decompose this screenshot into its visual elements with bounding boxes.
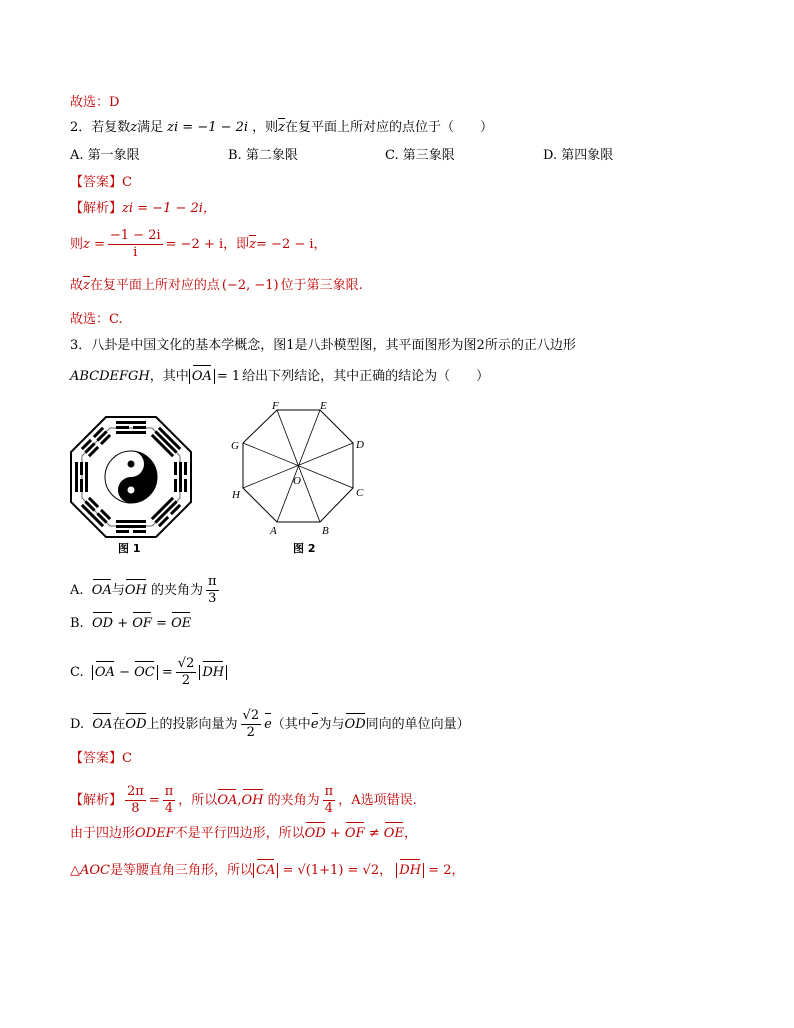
- q3-an3-v: CA: [256, 863, 276, 878]
- q3-an-num3: π: [324, 784, 334, 799]
- q3-d-e: e: [264, 717, 272, 732]
- q3-abs-oa: [189, 369, 215, 384]
- q3-b-v2: OF: [132, 616, 152, 631]
- q3-d-den: 2: [246, 725, 255, 740]
- q2-analysis-eq: zi = −1 − 2i，: [122, 201, 216, 216]
- q3-an3-v2: DH: [399, 863, 422, 878]
- q2-so: ，即: [223, 237, 250, 252]
- q3-d-num: √2: [242, 708, 260, 723]
- q3-d-frac: [241, 708, 262, 741]
- q3-option-c: [70, 656, 227, 689]
- q3-an3-eq: = √(1+1) = √2: [282, 863, 380, 878]
- q2-frac-num: −1 − 2i: [109, 228, 161, 243]
- q3-d-t4: 为与: [318, 717, 345, 732]
- q3-an-den1: 8: [131, 801, 140, 816]
- q3-an-text2: 的夹角为: [267, 793, 320, 808]
- q3-an2-text2: 不是平行四边形，所以: [174, 826, 305, 841]
- q3-stem-line1: 3．八卦是中国文化的基本学概念，图1是八卦模型图，其平面图形为图2所示的正八边形: [70, 338, 576, 353]
- q3-c-v3: DH: [202, 665, 225, 680]
- figure-2-caption: 图 2: [293, 542, 316, 555]
- q3-option-d: [70, 708, 470, 741]
- q3-analysis-3: [70, 862, 464, 880]
- q3-an3-sep: ，: [379, 863, 393, 878]
- q2-zbar-3: z: [83, 278, 90, 293]
- q3-stem-line2: [70, 368, 489, 386]
- label-d: D: [356, 439, 364, 451]
- q3-an-eq1: =: [148, 793, 160, 808]
- q2-stem: [70, 119, 493, 137]
- label-b: B: [322, 525, 329, 537]
- q2-zbar-eq: = −2 − i，: [256, 237, 327, 252]
- q3-d-t5: 同向的单位向量）: [365, 717, 470, 732]
- q3-an-text3: ，A选项错误.: [338, 793, 417, 808]
- q3-an2-v2: OF: [344, 826, 365, 841]
- q3-answer: [70, 750, 132, 768]
- q3-an3-tri: △AOC: [70, 863, 110, 878]
- q3-option-a-label: A.: [70, 583, 84, 598]
- q2-fraction: [108, 228, 163, 261]
- q3-c-den: 2: [181, 673, 191, 688]
- q3-an2-op: +: [329, 826, 341, 841]
- q3-d-v3: OD: [344, 717, 366, 732]
- q2-option-b: [228, 147, 298, 165]
- q2-stem-then: ，则: [252, 120, 279, 135]
- q3-d-v1: OA: [92, 717, 113, 732]
- q2-option-d: [543, 147, 613, 165]
- q3-an2-text: 由于四边形: [70, 826, 136, 841]
- q3-a-v1: OA: [91, 583, 112, 598]
- q3-b-v1: OD: [91, 616, 114, 631]
- q2-frac-den: i: [133, 245, 138, 260]
- q2-answer-value: C: [122, 175, 132, 190]
- q3-option-c-label: C.: [70, 665, 84, 680]
- q3-b-op2: =: [156, 616, 167, 631]
- q3-eq1: = 1: [216, 369, 241, 384]
- figure-1-caption: 图 1: [118, 542, 141, 555]
- q3-stem-mid: ，其中: [149, 369, 189, 384]
- q2-analysis-2: [70, 228, 327, 261]
- q3-option-d-label: D.: [70, 717, 85, 732]
- q3-c-abs1: [92, 665, 158, 680]
- label-e: E: [320, 400, 327, 412]
- q3-an2-quad: ODEF: [135, 826, 175, 841]
- label-o: O: [293, 475, 301, 487]
- q2-conclusion-c: 位于第三象限.: [280, 278, 363, 293]
- q3-c-frac: [176, 656, 197, 689]
- q3-stem-end: 给出下列结论，其中正确的结论为（ ）: [242, 369, 490, 384]
- label-a: A: [270, 525, 277, 537]
- q3-b-v3: OE: [171, 616, 192, 631]
- q3-d-t2: 上的投影向量为: [146, 717, 238, 732]
- q3-analysis-1: 【解析】 $\frac{2\pi}{8}$ = $\frac{\pi}{4}$ ，所以OA,OH 的夹角为 $\frac{\pi}{4}$ ，A选项错误.: [70, 784, 417, 816]
- q3-c-v2: OC: [134, 665, 155, 680]
- q2-stem-prefix: 2．若复数: [70, 120, 131, 135]
- q3-an3-eq2: = 2，: [428, 863, 465, 878]
- q2-analysis-tag: 【解析】: [70, 201, 123, 216]
- q2-point: (−2, −1): [221, 278, 279, 293]
- q2-zbar: z: [278, 120, 285, 135]
- q3-an-num1: 2π: [127, 784, 144, 799]
- q3-an-frac1: [125, 784, 146, 817]
- q2-option-d-label: D.: [543, 148, 558, 163]
- q3-a-v2: OH: [124, 583, 147, 598]
- q3-an3-abs1: [253, 863, 278, 878]
- q3-an3-abs2: [396, 863, 424, 878]
- q2-answer: [70, 174, 132, 192]
- q3-an-frac2: [163, 784, 176, 817]
- q3-an-num2: π: [164, 784, 174, 799]
- label-h: H: [232, 489, 240, 501]
- q3-an2-end: ，: [403, 826, 417, 841]
- q2-option-a-label: A.: [70, 148, 84, 163]
- figure-2-octagon: [225, 398, 375, 543]
- figure-1-bagua: [70, 416, 192, 538]
- q3-d-t1: 在: [112, 717, 126, 732]
- q3-an-v1: OA: [217, 793, 238, 808]
- q3-d-t3: （其中: [271, 717, 311, 732]
- q3-a-den: 3: [208, 591, 217, 606]
- q3-an-v2: OH: [241, 793, 264, 808]
- octagon-svg: [225, 398, 375, 543]
- q3-a-text: 的夹角为: [151, 583, 204, 598]
- q3-an2-v1: OD: [304, 826, 326, 841]
- q2-z: z: [130, 120, 138, 135]
- q2-analysis-1: [70, 200, 216, 218]
- q3-c-eq: =: [161, 665, 173, 680]
- q2-choose: 故选：C.: [70, 312, 123, 327]
- q3-a-frac: [206, 574, 219, 607]
- q2-then: 则: [70, 237, 84, 252]
- q3-c-v1: OA: [94, 665, 115, 680]
- q2-eq-rest: = −2 + i: [165, 237, 224, 252]
- q2-answer-tag: 【答案】: [70, 175, 123, 190]
- q3-c-abs2: [199, 665, 227, 680]
- q2-zbar-2: z: [249, 237, 257, 252]
- q1-answer-line: 故选：D: [70, 95, 120, 110]
- q3-polygon: ABCDEFGH: [70, 369, 150, 384]
- q2-equation: zi = −1 − 2i: [167, 120, 249, 135]
- q2-option-c: [385, 147, 455, 165]
- q3-d-e2: e: [310, 717, 319, 732]
- bagua-svg: [70, 416, 192, 538]
- q2-conclusion-b: 在复平面上所对应的点: [89, 278, 220, 293]
- q2-conclusion: [70, 277, 363, 295]
- q3-option-b-label: B.: [70, 616, 84, 631]
- label-f: F: [272, 400, 279, 412]
- q2-option-a-text: 第一象限: [87, 148, 140, 163]
- q3-option-a: [70, 574, 222, 607]
- q3-d-v2: OD: [125, 717, 147, 732]
- q2-option-a: [70, 147, 140, 165]
- q3-an-frac3: [323, 784, 336, 817]
- q3-a-num: π: [208, 574, 217, 589]
- q3-option-b: [70, 615, 191, 633]
- q3-analysis-tag: 【解析】: [70, 793, 123, 808]
- q3-vec-oa: OA: [191, 369, 212, 384]
- q2-option-d-text: 第四象限: [561, 148, 614, 163]
- q3-answer-value: C: [122, 751, 132, 766]
- q2-stem-mid: 满足: [137, 120, 164, 135]
- q3-an2-v3: OE: [383, 826, 404, 841]
- q3-c-op: −: [119, 665, 130, 680]
- q2-conclusion-a: 故: [70, 278, 84, 293]
- q3-c-num: √2: [177, 656, 195, 671]
- q2-stem-end: 在复平面上所对应的点位于（ ）: [284, 120, 493, 135]
- q3-an-den2: 4: [164, 801, 174, 816]
- label-g: G: [231, 440, 239, 452]
- q2-option-c-text: 第三象限: [402, 148, 455, 163]
- q2-option-b-text: 第二象限: [245, 148, 298, 163]
- q3-an2-ne: ≠: [368, 826, 380, 841]
- q3-an-den3: 4: [324, 801, 334, 816]
- q2-option-b-label: B.: [228, 148, 242, 163]
- q3-a-mid: 与: [111, 583, 125, 598]
- q3-an3-text: 是等腰直角三角形，所以: [110, 863, 254, 878]
- q3-an-text1: ，所以: [178, 793, 218, 808]
- label-c: C: [356, 487, 364, 499]
- q2-z-eq: z =: [83, 237, 105, 252]
- q3-analysis-2: [70, 825, 417, 843]
- q2-option-c-label: C.: [385, 148, 399, 163]
- q3-answer-tag: 【答案】: [70, 751, 123, 766]
- q3-b-op1: +: [117, 616, 129, 631]
